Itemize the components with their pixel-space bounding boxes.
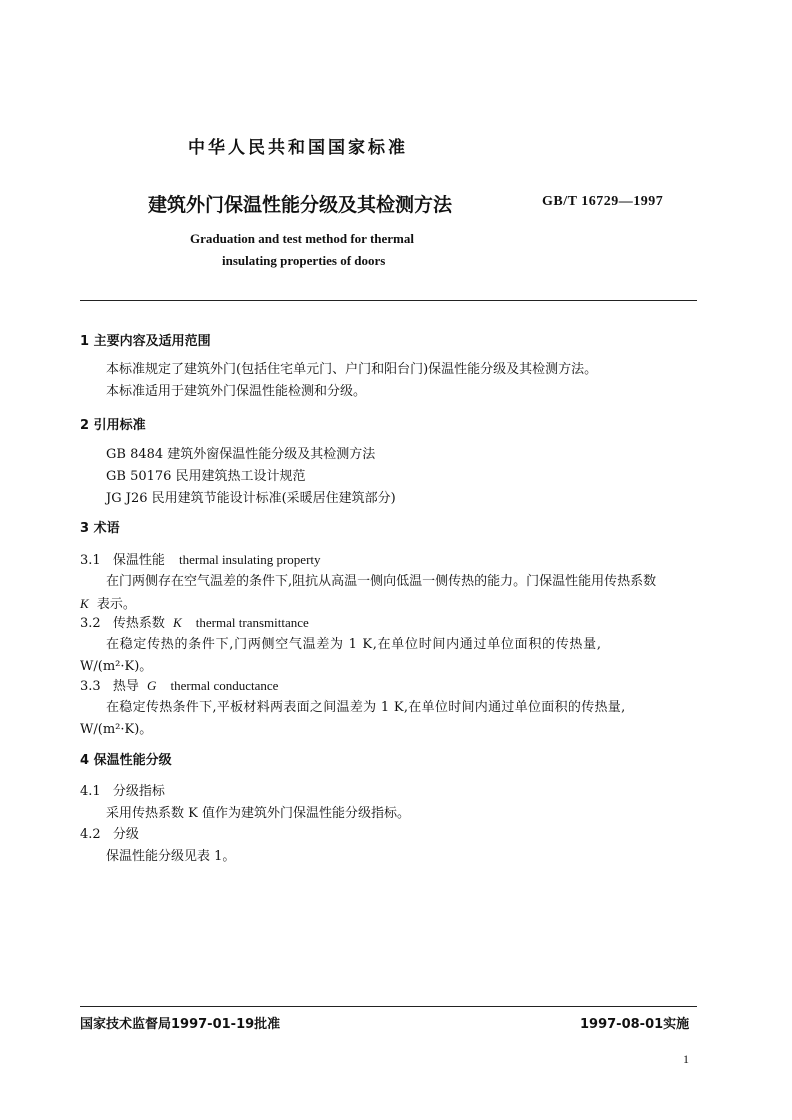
- term-3-3-line: [80, 678, 278, 695]
- term-3-2-line: [80, 615, 309, 632]
- standard-code: GB/T 16729—1997: [542, 194, 664, 209]
- footer-divider: [80, 1006, 697, 1007]
- reference-item: GB 50176 民用建筑热工设计规范: [106, 469, 306, 484]
- term-3-1-name: 保温性能: [112, 553, 165, 568]
- term-3-2-definition-line-1: 在稳定传热的条件下,门两侧空气温差为 1 K,在单位时间内通过单位面积的传热量,: [106, 637, 602, 652]
- section-1-para-1: 本标准规定了建筑外门(包括住宅单元门、户门和阳台门)保温性能分级及其检测方法。: [106, 362, 598, 377]
- term-3-3-english: thermal conductance: [170, 678, 279, 693]
- document-title-cn: 建筑外门保温性能分级及其检测方法: [148, 194, 453, 216]
- header-divider: [80, 300, 697, 301]
- term-3-1-definition-line-1: 在门两侧存在空气温差的条件下,阻抗从高温一侧向低温一侧传热的能力。门保温性能用传热系数: [106, 574, 657, 589]
- clause-4-2-text: 保温性能分级见表 1。: [106, 849, 236, 864]
- effective-date: 1997-08-01实施: [580, 1017, 690, 1032]
- clause-4-1-number: 4.1: [80, 784, 101, 799]
- term-3-2-number: 3.2: [80, 616, 101, 631]
- term-3-1-number: 3.1: [80, 553, 101, 568]
- term-3-1-definition-line-2: [80, 596, 136, 613]
- reference-item: GB 8484 建筑外窗保温性能分级及其检测方法: [106, 447, 376, 462]
- document-title-en-line1: Graduation and test method for thermal: [190, 231, 415, 246]
- clause-4-2-line: [80, 827, 139, 843]
- term-3-3-number: 3.3: [80, 679, 101, 694]
- section-3-heading: 3 术语: [80, 521, 120, 536]
- reference-item: JG J26 民用建筑节能设计标准(采暖居住建筑部分): [106, 491, 396, 506]
- term-3-2-name: 传热系数: [112, 616, 165, 631]
- clause-4-1-line: [80, 784, 165, 800]
- clause-4-2-title: 分级: [112, 827, 139, 842]
- variable-g: G: [146, 678, 157, 693]
- section-2-heading: 2 引用标准: [80, 418, 146, 433]
- page-number: 1: [683, 1052, 689, 1066]
- section-1-heading: 1 主要内容及适用范围: [80, 334, 211, 349]
- term-3-1-english: thermal insulating property: [178, 552, 321, 567]
- country-standard-title: 中华人民共和国国家标准: [188, 138, 408, 158]
- term-3-1-line: [80, 552, 321, 569]
- variable-k: K: [80, 596, 89, 611]
- approval-date: 国家技术监督局1997-01-19批准: [80, 1017, 281, 1032]
- clause-4-1-title: 分级指标: [112, 784, 165, 799]
- clause-4-1-text: 采用传热系数 K 值作为建筑外门保温性能分级指标。: [106, 806, 410, 821]
- document-title-en-line2: insulating properties of doors: [222, 253, 386, 268]
- term-3-1-definition-tail: 表示。: [96, 597, 136, 612]
- section-1-para-2: 本标准适用于建筑外门保温性能检测和分级。: [106, 384, 367, 399]
- term-3-3-definition-line-2: W/(m²·K)。: [80, 722, 153, 737]
- variable-k: K: [172, 615, 182, 630]
- term-3-2-definition-line-2: W/(m²·K)。: [80, 659, 153, 674]
- term-3-3-definition-line-1: 在稳定传热条件下,平板材料两表面之间温差为 1 K,在单位时间内通过单位面积的传热量,: [106, 700, 626, 715]
- term-3-2-english: thermal transmittance: [195, 615, 309, 630]
- term-3-3-name: 热导: [112, 679, 139, 694]
- clause-4-2-number: 4.2: [80, 827, 101, 842]
- section-4-heading: 4 保温性能分级: [80, 753, 172, 768]
